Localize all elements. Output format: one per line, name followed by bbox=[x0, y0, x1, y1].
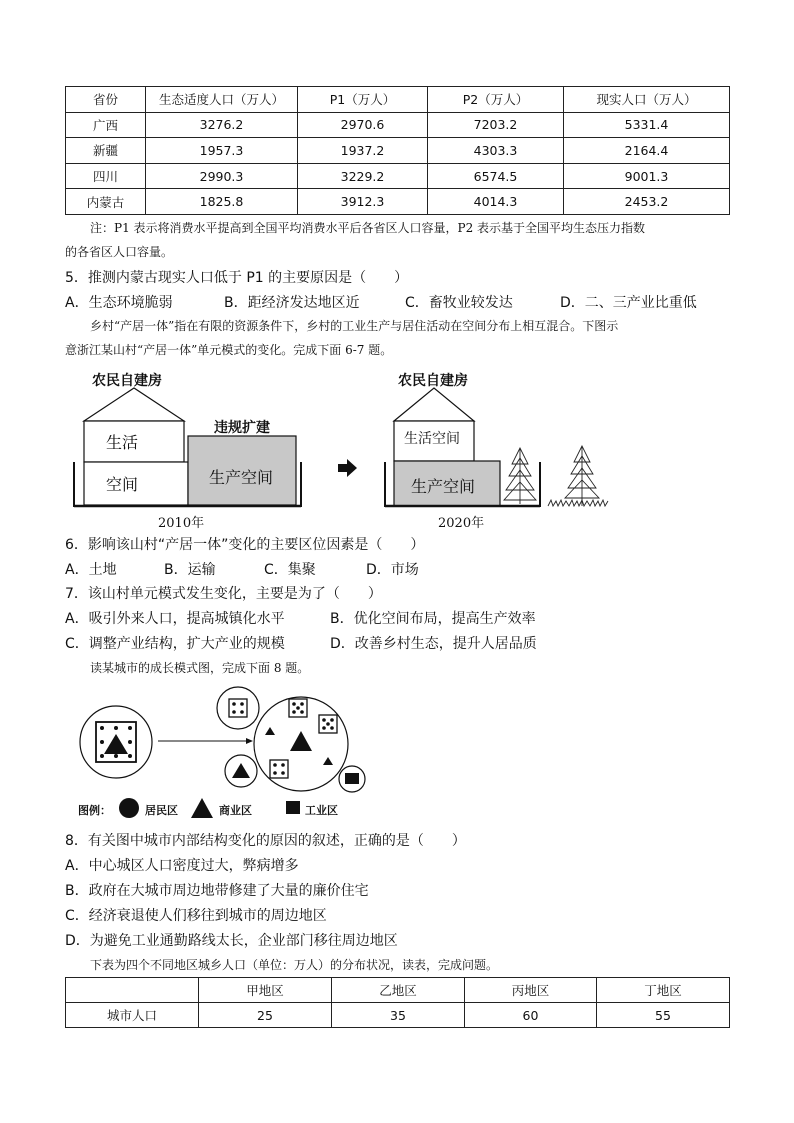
q5-option-b: B．距经济发达地区近 bbox=[224, 295, 360, 311]
table-cell: 3276.2 bbox=[146, 112, 298, 138]
left-space-label: 空间 bbox=[106, 475, 139, 494]
table-cell: 60 bbox=[465, 1003, 597, 1028]
table-header: 丙地区 bbox=[465, 978, 597, 1003]
q6-option-b: B．运输 bbox=[164, 562, 216, 578]
table-header: 生态适度人口（万人） bbox=[146, 87, 298, 113]
legend-residential: 居民区 bbox=[145, 804, 178, 817]
table-header-row bbox=[66, 978, 730, 1003]
right-living-label: 生活空间 bbox=[404, 431, 460, 447]
q8-option-a: A．中心城区人口密度过大，弊病增多 bbox=[65, 858, 299, 874]
table-header: 省份 bbox=[66, 87, 146, 113]
left-house-label: 农民自建房 bbox=[92, 373, 162, 389]
table-header: P1（万人） bbox=[298, 87, 428, 113]
table-cell: 6574.5 bbox=[428, 163, 564, 189]
left-living-label: 生活 bbox=[106, 433, 139, 452]
table-cell: 2970.6 bbox=[298, 112, 428, 138]
intro-6-7-line1: 乡村“产居一体”指在有限的资源条件下，乡村的工业生产与居住活动在空间分布上相互混合。下图示 bbox=[90, 319, 619, 333]
tree-icon bbox=[504, 448, 536, 504]
q7-option-d: D．改善乡村生态，提升人居品质 bbox=[330, 636, 537, 652]
legend-industrial: 工业区 bbox=[305, 804, 338, 817]
table-header-row bbox=[66, 87, 730, 113]
table-row bbox=[66, 189, 730, 215]
question-7-stem: 7．该山村单元模式发生变化，主要是为了（ ） bbox=[65, 586, 382, 602]
q8-option-b: B．政府在大城市周边地带修建了大量的廉价住宅 bbox=[65, 883, 369, 899]
intro-6-7-line2: 意浙江某山村“产居一体”单元模式的变化。完成下面 6-7 题。 bbox=[65, 343, 393, 357]
residential-icon bbox=[119, 798, 139, 818]
table-cell: 25 bbox=[199, 1003, 332, 1028]
table-note-line1: 注：P1 表示将消费水平提高到全国平均消费水平后各省区人口容量，P2 表示基于全国平均生态压力指数 bbox=[90, 221, 646, 235]
legend-commercial: 商业区 bbox=[219, 804, 252, 817]
q8-option-c: C．经济衰退使人们移往到城市的周边地区 bbox=[65, 908, 327, 924]
year-2020-label: 2020年 bbox=[438, 516, 485, 531]
q5-option-c: C．畜牧业较发达 bbox=[405, 295, 513, 311]
table-cell: 9001.3 bbox=[564, 163, 730, 189]
question-8-stem: 8．有关图中城市内部结构变化的原因的叙述，正确的是（ ） bbox=[65, 833, 466, 849]
table-cell: 四川 bbox=[66, 163, 146, 189]
table-note-line2: 的各省区人口容量。 bbox=[65, 245, 174, 259]
table-header: 丁地区 bbox=[597, 978, 730, 1003]
table-cell: 1937.2 bbox=[298, 138, 428, 164]
year-2010-label: 2010年 bbox=[158, 516, 205, 531]
table-cell: 2164.4 bbox=[564, 138, 730, 164]
legend-title: 图例： bbox=[78, 804, 111, 817]
table-cell: 3912.3 bbox=[298, 189, 428, 215]
population-table bbox=[65, 86, 730, 215]
illegal-expansion-label: 违规扩建 bbox=[214, 420, 270, 436]
commercial-icon bbox=[190, 797, 214, 819]
table-cell: 4014.3 bbox=[428, 189, 564, 215]
arrow-right-icon bbox=[338, 459, 357, 477]
right-house-label: 农民自建房 bbox=[398, 373, 468, 389]
table-cell: 4303.3 bbox=[428, 138, 564, 164]
table-cell: 55 bbox=[597, 1003, 730, 1028]
tree-icon bbox=[548, 446, 608, 506]
table-header: 乙地区 bbox=[332, 978, 465, 1003]
table-header: 甲地区 bbox=[199, 978, 332, 1003]
table-row bbox=[66, 138, 730, 164]
q7-option-b: B．优化空间布局，提高生产效率 bbox=[330, 611, 536, 627]
table-row bbox=[66, 1003, 730, 1028]
question-6-stem: 6．影响该山村“产居一体”变化的主要区位因素是（ ） bbox=[65, 537, 425, 553]
intro-table-2: 下表为四个不同地区城乡人口（单位：万人）的分布状况，读表，完成问题。 bbox=[90, 958, 499, 972]
right-production-label: 生产空间 bbox=[411, 477, 476, 496]
q6-option-a: A．土地 bbox=[65, 562, 117, 578]
table-header bbox=[66, 978, 199, 1003]
table-cell: 城市人口 bbox=[66, 1003, 199, 1028]
q6-option-d: D．市场 bbox=[366, 562, 419, 578]
table-cell: 2453.2 bbox=[564, 189, 730, 215]
left-production-label: 生产空间 bbox=[209, 468, 274, 487]
table-cell: 5331.4 bbox=[564, 112, 730, 138]
table-cell: 7203.2 bbox=[428, 112, 564, 138]
q6-option-c: C．集聚 bbox=[264, 562, 316, 578]
table-header: 现实人口（万人） bbox=[564, 87, 730, 113]
table-cell: 新疆 bbox=[66, 138, 146, 164]
industrial-icon bbox=[286, 801, 300, 814]
table-cell: 2990.3 bbox=[146, 163, 298, 189]
q7-option-a: A．吸引外来人口，提高城镇化水平 bbox=[65, 611, 285, 627]
table-cell: 35 bbox=[332, 1003, 465, 1028]
table-row bbox=[66, 163, 730, 189]
q5-option-d: D．二、三产业比重低 bbox=[560, 295, 697, 311]
question-5-stem: 5．推测内蒙古现实人口低于 P1 的主要原因是（ ） bbox=[65, 270, 409, 286]
intro-8: 读某城市的成长模式图，完成下面 8 题。 bbox=[90, 661, 310, 675]
q8-option-d: D．为避免工业通勤路线太长，企业部门移往周边地区 bbox=[65, 933, 398, 949]
table-cell: 内蒙古 bbox=[66, 189, 146, 215]
urban-population-table bbox=[65, 977, 730, 1028]
table-row bbox=[66, 112, 730, 138]
table-cell: 1825.8 bbox=[146, 189, 298, 215]
q5-option-a: A．生态环境脆弱 bbox=[65, 295, 173, 311]
table-cell: 3229.2 bbox=[298, 163, 428, 189]
table-cell: 1957.3 bbox=[146, 138, 298, 164]
table-header: P2（万人） bbox=[428, 87, 564, 113]
q7-option-c: C．调整产业结构，扩大产业的规模 bbox=[65, 636, 285, 652]
table-cell: 广西 bbox=[66, 112, 146, 138]
